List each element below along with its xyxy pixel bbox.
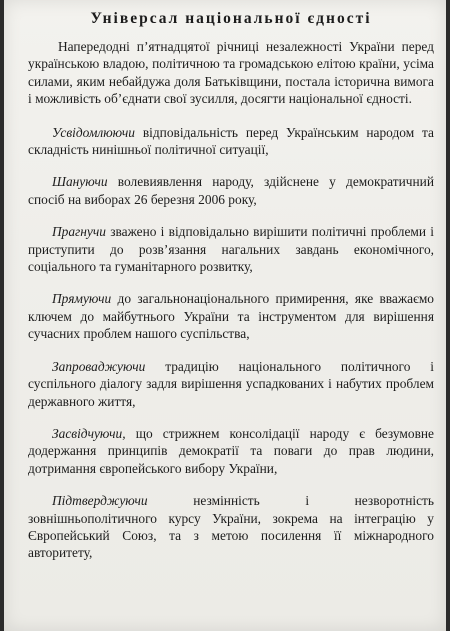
clause-lead-word: Шануючи bbox=[52, 174, 108, 190]
clause-text: відповідальність перед Українським народом та складність нинішньої політичної ситуації, bbox=[28, 124, 434, 158]
clause-awareness bbox=[28, 124, 434, 159]
clause-reconciliation bbox=[28, 290, 434, 342]
intro-paragraph: Напередодні п’ятнадцятої річниці незалежності України перед українською владою, політичною та громадською елітою країни, усіма силами, яким небайдужа доля Батьківщини, постала історична вимога і можливість об’єднати свої зусилля, досягти національної єдності. bbox=[28, 39, 434, 107]
clause-lead-word: Запроваджуючи bbox=[52, 358, 146, 374]
clause-foreign-policy bbox=[28, 492, 434, 562]
clause-lead-word: Засвідчуючи, bbox=[52, 425, 126, 441]
clause-text: до загальнонаціонального примирення, яке вважаємо ключем до майбутнього України та інструментом для вирішення сучасних проблем нашого суспільства, bbox=[28, 291, 434, 342]
clause-text: традицію національного політичного і суспільного діалогу задля вирішення успадкованих і набутих проблем державного життя, bbox=[28, 358, 434, 409]
document-page bbox=[4, 0, 446, 631]
clause-democracy bbox=[28, 425, 434, 477]
clause-text: що стрижнем консолідації народу є безумовне додержання принципів демократії та поваги до прав людини, дотримання європейського вибору України, bbox=[28, 425, 434, 476]
clause-text: волевиявлення народу, здійснене у демократичний спосіб на виборах 26 березня 2006 року, bbox=[28, 174, 434, 207]
clause-text: незмінність і незворотність зовнішньополітичного курсу України, зокрема на інтеграцію у Європейський Союз, та з метою посилення її міжнародного авторитету, bbox=[28, 493, 434, 561]
clause-lead-word: Підтверджуючи bbox=[52, 493, 148, 509]
clause-respect bbox=[28, 173, 434, 208]
clause-aspiration bbox=[28, 223, 434, 275]
clause-lead-word: Усвідомлюючи bbox=[52, 124, 135, 140]
clause-text: зважено і відповідально вирішити політичні проблеми і приступити до розв’язання нагальних завдань економічного, соціального та гуманітарного розвитку, bbox=[28, 224, 434, 275]
clause-lead-word: Прагнучи bbox=[52, 224, 106, 240]
clause-dialogue bbox=[28, 358, 434, 410]
document-title: Універсал національної єдності bbox=[90, 10, 372, 27]
clause-lead-word: Прямуючи bbox=[52, 291, 112, 307]
